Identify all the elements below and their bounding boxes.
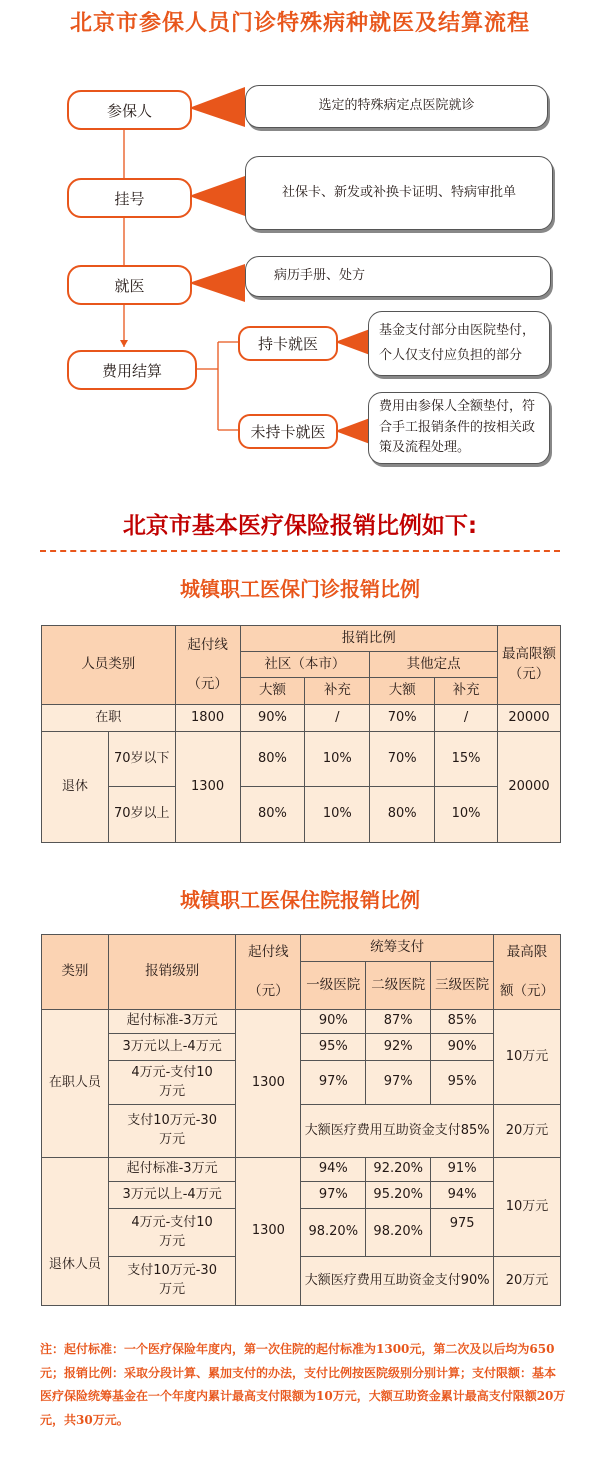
cell: 支付10万元-30 万元 [108, 1257, 236, 1306]
cell: 70% [370, 732, 435, 787]
header-start-line: 起付线 （元） [175, 626, 240, 705]
flow-branch-without-card [238, 414, 338, 449]
cell: 20万元 [494, 1105, 561, 1158]
cell: 80% [240, 787, 305, 843]
table-row [42, 1010, 561, 1034]
dashed-divider [40, 550, 560, 552]
inpatient-table [41, 934, 561, 1306]
flow-note-1 [245, 85, 548, 128]
header-type: 类别 [42, 935, 109, 1010]
flow-step-label: 就医 [114, 276, 145, 295]
cell: 3万元以上-4万元 [108, 1182, 236, 1209]
flow-branch-note-2 [368, 392, 550, 464]
cell: 10% [305, 732, 370, 787]
cell: 70% [370, 705, 435, 732]
cell: 90% [240, 705, 305, 732]
header-l3: 三级医院 [431, 962, 494, 1010]
flow-step-register [67, 178, 192, 218]
cell: 3万元以上-4万元 [108, 1034, 236, 1061]
table-row [42, 705, 561, 732]
header-supp: 补充 [435, 678, 498, 705]
cell: 15% [435, 732, 498, 787]
section-title: 北京市基本医疗保险报销比例如下: [122, 513, 478, 539]
table-row [42, 1158, 561, 1182]
cell: 91% [431, 1158, 494, 1182]
cell: 95% [301, 1034, 366, 1061]
table-row [42, 1061, 561, 1105]
table-row [42, 1105, 561, 1158]
cell: 4万元-支付10 万元 [108, 1061, 236, 1105]
cell: 80% [370, 787, 435, 843]
flow-branch-note-1 [368, 311, 550, 376]
header-ratio: 报销比例 [240, 626, 498, 652]
cell: 退休人员 [42, 1158, 109, 1306]
cell: 4万元-支付10 万元 [108, 1209, 236, 1257]
flow-step-label: 费用结算 [101, 361, 162, 380]
cell: 10万元 [494, 1158, 561, 1257]
cell: 97% [366, 1061, 431, 1105]
cell: 975 [431, 1209, 494, 1257]
cell: 起付标准-3万元 [108, 1158, 236, 1182]
cell: 70岁以下 [108, 732, 175, 787]
flow-step-label: 挂号 [114, 189, 145, 208]
flow-step-settlement [67, 350, 197, 390]
table-row [42, 1034, 561, 1061]
cell: 起付标准-3万元 [108, 1010, 236, 1034]
header-big: 大额 [370, 678, 435, 705]
flow-branch-label: 未持卡就医 [250, 423, 326, 441]
cell: / [305, 705, 370, 732]
cell: 20万元 [494, 1257, 561, 1306]
cell: 大额医疗费用互助资金支付85% [301, 1105, 494, 1158]
cell: 大额医疗费用互助资金支付90% [301, 1257, 494, 1306]
flow-note-3 [245, 256, 551, 297]
cell: 95.20% [366, 1182, 431, 1209]
cell: 20000 [498, 732, 561, 843]
cell: 在职 [42, 705, 176, 732]
cell: 92.20% [366, 1158, 431, 1182]
cell: 80% [240, 732, 305, 787]
table-row [42, 1209, 561, 1257]
flow-note-text: 选定的特殊病定点医院就诊 [318, 98, 475, 114]
flow-note-2 [245, 156, 553, 230]
header-person-type: 人员类别 [42, 626, 176, 705]
cell: 20000 [498, 705, 561, 732]
cell: 98.20% [301, 1209, 366, 1257]
cell: 支付10万元-30 万元 [108, 1105, 236, 1158]
table-row [42, 1257, 561, 1306]
flow-note-text: 社保卡、新发或补换卡证明、特病审批单 [281, 184, 516, 200]
outpatient-table-title: 城镇职工医保门诊报销比例 [180, 577, 420, 601]
header-other: 其他定点 [370, 652, 498, 678]
cell: 90% [301, 1010, 366, 1034]
table-row [42, 787, 561, 843]
flow-note-text: 基金支付部分由医院垫付，个人仅支付应负担的部分 [379, 323, 536, 363]
header-l2: 二级医院 [366, 962, 431, 1010]
cell: 退休 [42, 732, 109, 843]
cell: 10万元 [494, 1010, 561, 1105]
header-start-line: 起付线 （元） [236, 935, 301, 1010]
cell: 90% [431, 1034, 494, 1061]
flow-note-text: 费用由参保人全额垫付，符合手工报销条件的按相关政策及流程处理。 [379, 398, 536, 456]
header-big: 大额 [240, 678, 305, 705]
header-l1: 一级医院 [301, 962, 366, 1010]
footnote: 注：起付标准：一个医疗保险年度内，第一次住院的起付标准为1300元，第二次及以后均为650元；报销比例：采取分段计算、累加支付的办法，支付比例按医院级别分别计算；支付限额：基本医疗保险统筹基金在一个年度内累计最高支付限额为10万元，大额互助资金累计最高支付限额20万元，共30万元。 [40, 1342, 566, 1427]
cell: 94% [431, 1182, 494, 1209]
header-max: 最高限额 （元） [498, 626, 561, 705]
inpatient-table-title: 城镇职工医保住院报销比例 [180, 888, 420, 912]
cell: 在职人员 [42, 1010, 109, 1158]
cell: 1800 [175, 705, 240, 732]
cell: 1300 [236, 1158, 301, 1306]
cell: / [435, 705, 498, 732]
flow-branch-label: 持卡就医 [257, 335, 318, 353]
header-supp: 补充 [305, 678, 370, 705]
cell: 1300 [175, 732, 240, 843]
cell: 70岁以上 [108, 787, 175, 843]
header-level: 报销级别 [108, 935, 236, 1010]
cell: 1300 [236, 1010, 301, 1158]
cell: 97% [301, 1182, 366, 1209]
flow-step-label: 参保人 [106, 101, 152, 120]
flow-note-text: 病历手册、处方 [274, 268, 366, 284]
header-pool: 统筹支付 [301, 935, 494, 962]
flow-step-insured [67, 90, 192, 130]
cell: 87% [366, 1010, 431, 1034]
cell: 95% [431, 1061, 494, 1105]
flow-branch-with-card [238, 326, 338, 361]
cell: 98.20% [366, 1209, 431, 1257]
cell: 85% [431, 1010, 494, 1034]
cell: 92% [366, 1034, 431, 1061]
cell: 97% [301, 1061, 366, 1105]
header-max: 最高限 额（元） [494, 935, 561, 1010]
table-row [42, 732, 561, 787]
flow-step-treatment [67, 265, 192, 305]
table-row [42, 1182, 561, 1209]
cell: 94% [301, 1158, 366, 1182]
cell: 10% [305, 787, 370, 843]
page-title: 北京市参保人员门诊特殊病种就医及结算流程 [69, 11, 530, 36]
cell: 10% [435, 787, 498, 843]
header-community: 社区（本市） [240, 652, 370, 678]
outpatient-table [41, 625, 561, 843]
